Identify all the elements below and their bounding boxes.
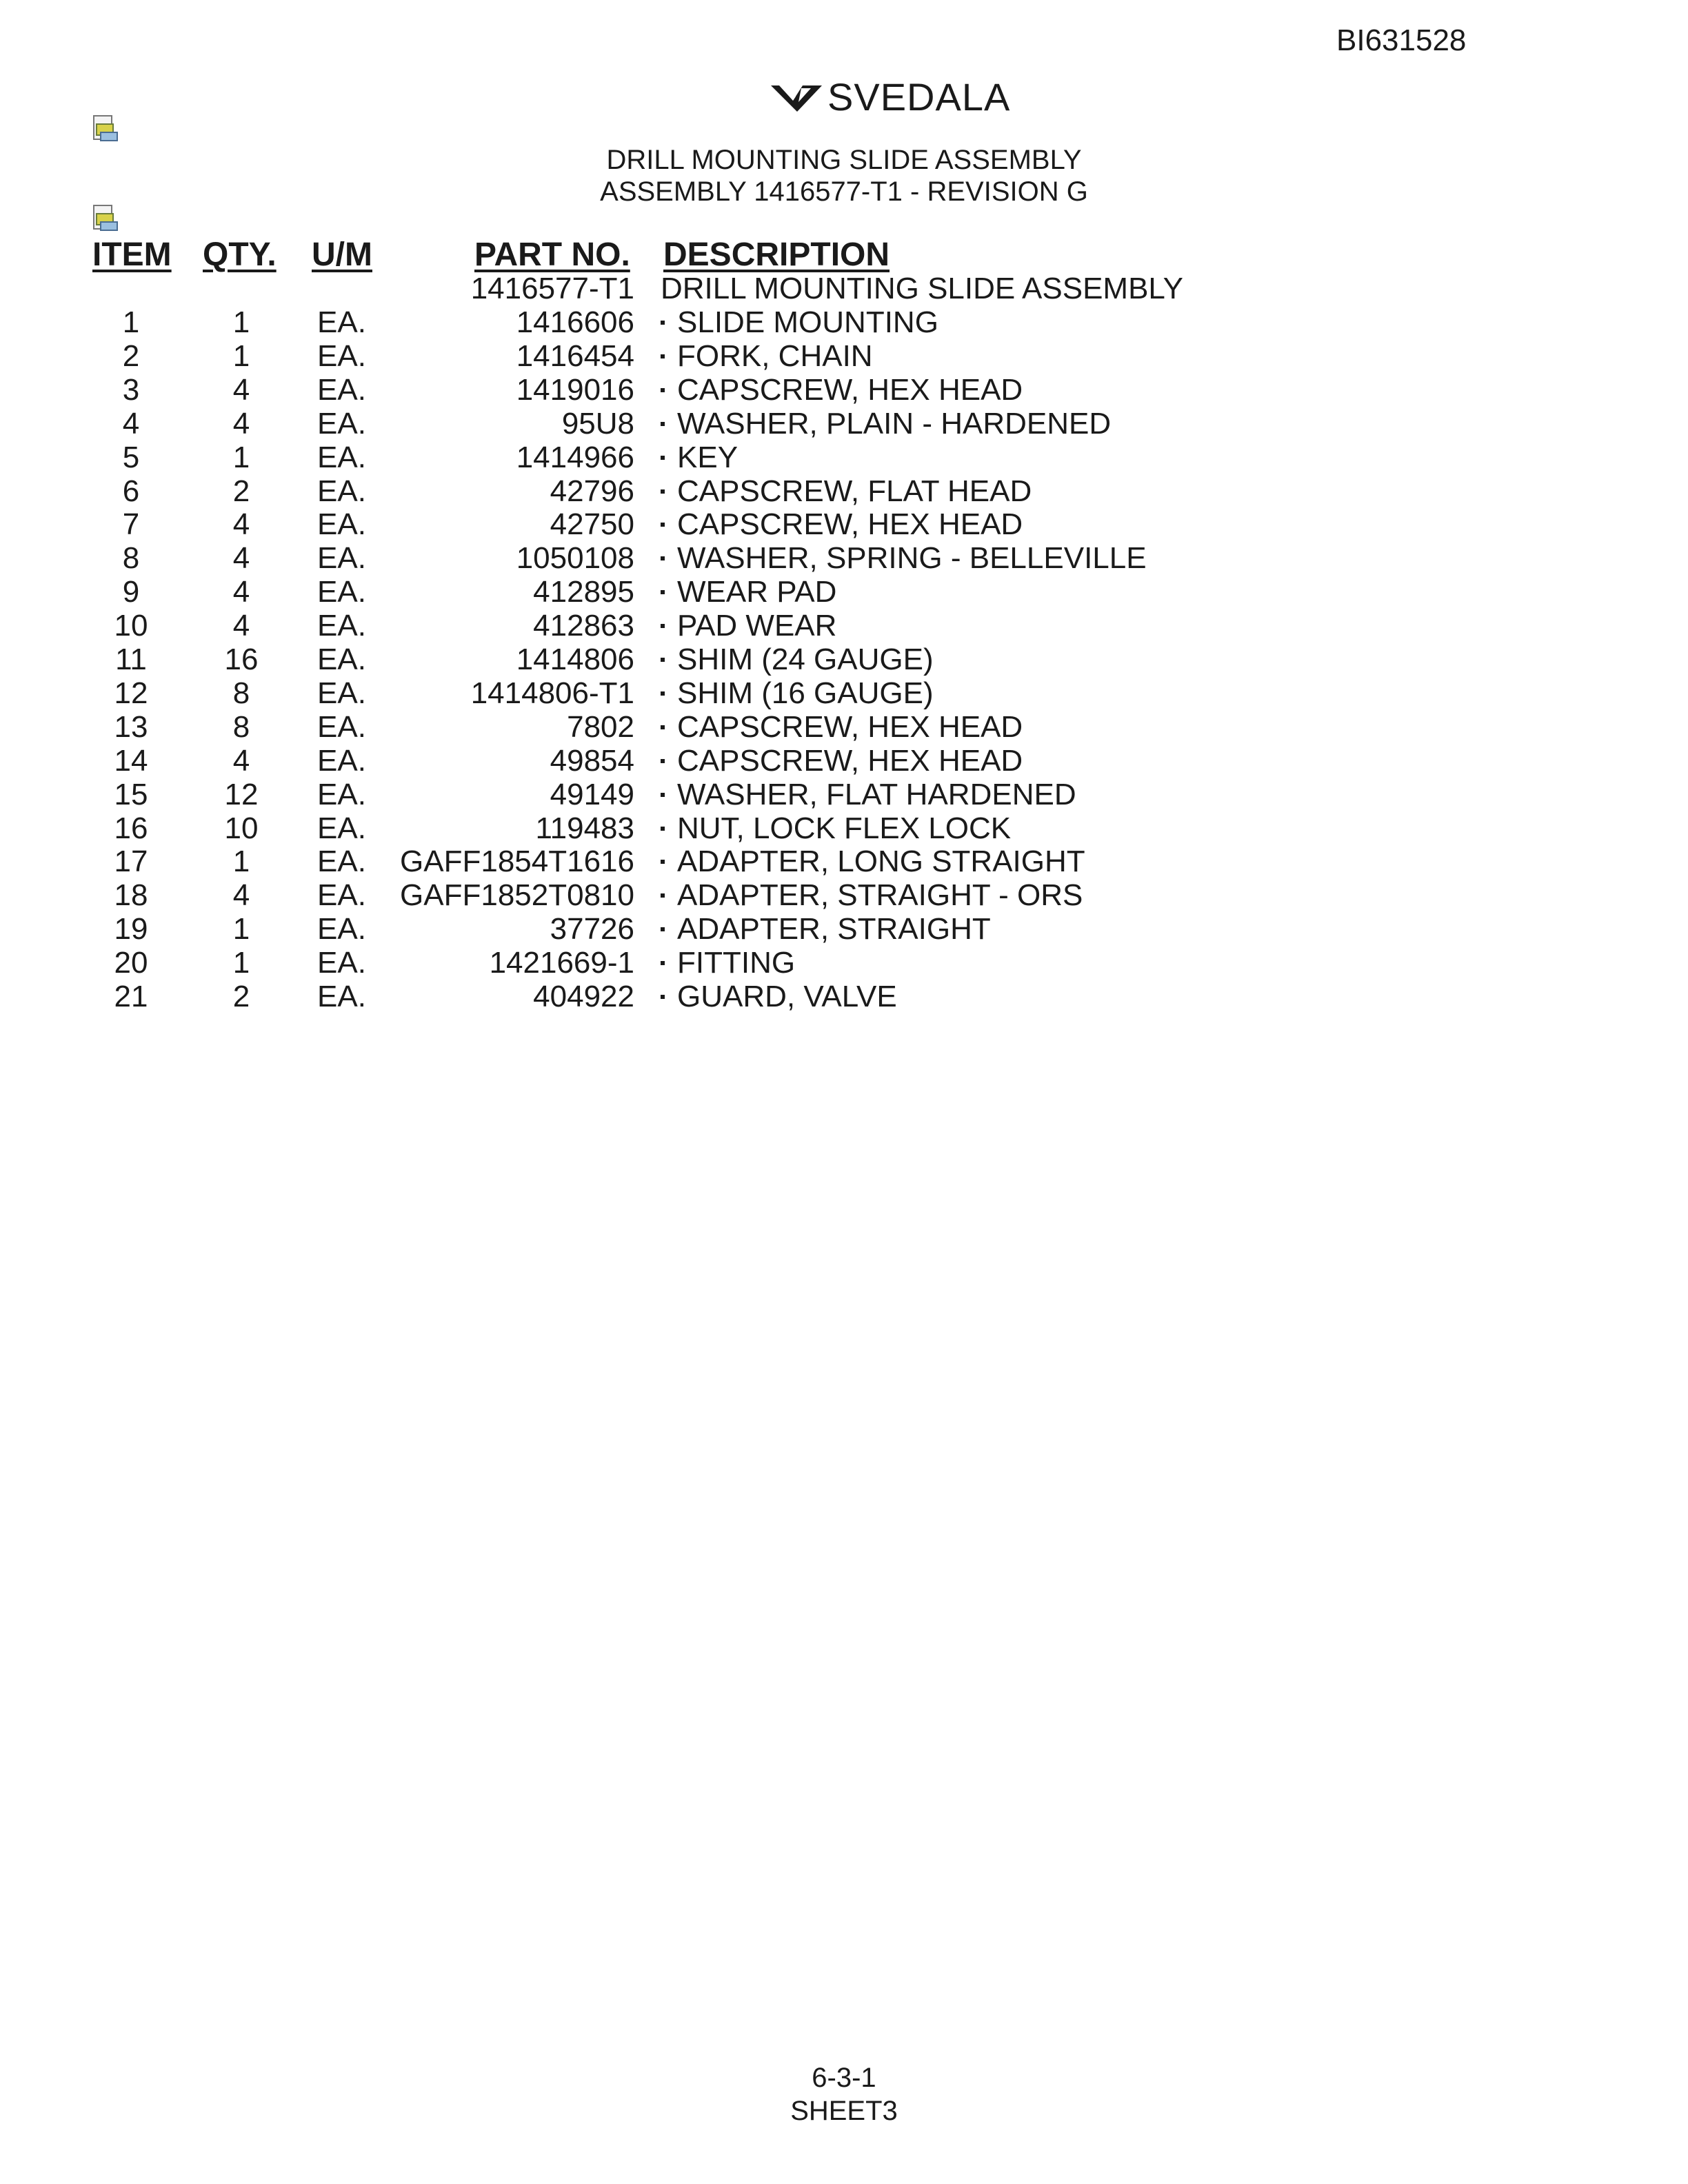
quantity: 4 <box>232 575 250 609</box>
bullet-icon <box>661 354 665 358</box>
item-number: 18 <box>114 878 148 912</box>
part-number: GAFF1854T1616 <box>400 845 634 878</box>
table-row <box>0 541 1688 575</box>
unit-of-measure: EA. <box>317 744 366 778</box>
unit-of-measure: EA. <box>317 575 366 609</box>
table-row <box>0 407 1688 441</box>
part-description: WEAR PAD <box>677 575 837 609</box>
svedala-logo <box>770 74 1010 119</box>
part-number: 37726 <box>550 912 634 946</box>
item-number: 5 <box>122 441 140 474</box>
bullet-icon <box>661 422 665 426</box>
part-number: 1416454 <box>516 339 634 373</box>
part-number: 1050108 <box>516 541 634 575</box>
table-row <box>0 507 1688 541</box>
unit-of-measure: EA. <box>317 946 366 980</box>
bullet-icon <box>661 759 665 763</box>
document-icon <box>91 114 119 145</box>
bullet-icon <box>661 456 665 460</box>
item-number: 17 <box>114 845 148 878</box>
part-number: 95U8 <box>561 407 634 441</box>
item-number: 6 <box>122 474 140 508</box>
part-description: GUARD, VALVE <box>677 980 897 1013</box>
part-number: 1414966 <box>516 441 634 474</box>
quantity: 1 <box>232 946 250 980</box>
item-number: 21 <box>114 980 148 1013</box>
table-row <box>0 575 1688 609</box>
header-um: U/M <box>312 236 372 273</box>
part-number: GAFF1852T0810 <box>400 878 634 912</box>
unit-of-measure: EA. <box>317 710 366 744</box>
quantity: 12 <box>224 778 259 811</box>
table-row <box>0 474 1688 508</box>
bullet-icon <box>661 658 665 662</box>
unit-of-measure: EA. <box>317 811 366 845</box>
bullet-icon <box>661 523 665 527</box>
part-number: 42750 <box>550 507 634 541</box>
part-number: 49854 <box>550 744 634 778</box>
quantity: 4 <box>232 407 250 441</box>
unit-of-measure: EA. <box>317 541 366 575</box>
quantity: 1 <box>232 441 250 474</box>
part-description: SHIM (24 GAUGE) <box>677 643 934 676</box>
bullet-icon <box>661 388 665 392</box>
part-description: CAPSCREW, HEX HEAD <box>677 373 1023 407</box>
item-number: 11 <box>115 643 147 676</box>
quantity: 2 <box>232 980 250 1013</box>
part-description: CAPSCREW, FLAT HEAD <box>677 474 1032 508</box>
assembly-part-no: 1416577-T1 <box>470 272 634 305</box>
unit-of-measure: EA. <box>317 305 366 339</box>
bullet-icon <box>661 927 665 931</box>
item-number: 8 <box>122 541 140 575</box>
unit-of-measure: EA. <box>317 778 366 811</box>
part-number: 7802 <box>567 710 634 744</box>
unit-of-measure: EA. <box>317 912 366 946</box>
part-description: CAPSCREW, HEX HEAD <box>677 744 1023 778</box>
part-description: WASHER, PLAIN - HARDENED <box>677 407 1112 441</box>
unit-of-measure: EA. <box>317 980 366 1013</box>
assembly-row <box>0 272 1688 305</box>
part-number: 1419016 <box>516 373 634 407</box>
bullet-icon <box>661 489 665 494</box>
quantity: 4 <box>232 878 250 912</box>
part-number: 1414806 <box>516 643 634 676</box>
quantity: 4 <box>232 541 250 575</box>
item-number: 3 <box>122 373 140 407</box>
unit-of-measure: EA. <box>317 845 366 878</box>
bullet-icon <box>661 860 665 864</box>
sheet-label: SHEET3 <box>790 2096 898 2126</box>
quantity: 1 <box>232 305 250 339</box>
table-row <box>0 305 1688 339</box>
bullet-icon <box>661 827 665 831</box>
table-row <box>0 778 1688 811</box>
part-description: CAPSCREW, HEX HEAD <box>677 507 1023 541</box>
table-row <box>0 643 1688 676</box>
unit-of-measure: EA. <box>317 407 366 441</box>
table-row <box>0 811 1688 845</box>
unit-of-measure: EA. <box>317 609 366 643</box>
item-number: 2 <box>122 339 140 373</box>
part-description: WASHER, FLAT HARDENED <box>677 778 1076 811</box>
quantity: 4 <box>232 609 250 643</box>
header-description: DESCRIPTION <box>663 236 890 273</box>
part-number: 1421669-1 <box>489 946 634 980</box>
part-description: SLIDE MOUNTING <box>677 305 938 339</box>
item-number: 14 <box>114 744 148 778</box>
table-row <box>0 946 1688 980</box>
unit-of-measure: EA. <box>317 441 366 474</box>
document-title: DRILL MOUNTING SLIDE ASSEMBLY <box>606 145 1082 175</box>
item-number: 13 <box>114 710 148 744</box>
part-description: FITTING <box>677 946 796 980</box>
quantity: 10 <box>224 811 259 845</box>
quantity: 4 <box>232 373 250 407</box>
part-number: 404922 <box>533 980 634 1013</box>
part-number: 412863 <box>533 609 634 643</box>
item-number: 15 <box>114 778 148 811</box>
table-row <box>0 710 1688 744</box>
table-row <box>0 609 1688 643</box>
quantity: 1 <box>232 845 250 878</box>
part-number: 42796 <box>550 474 634 508</box>
item-number: 20 <box>114 946 148 980</box>
part-number: 49149 <box>550 778 634 811</box>
unit-of-measure: EA. <box>317 373 366 407</box>
part-description: FORK, CHAIN <box>677 339 873 373</box>
item-number: 7 <box>122 507 140 541</box>
part-number: 119483 <box>535 811 634 845</box>
header-item: ITEM <box>92 236 172 273</box>
table-row <box>0 373 1688 407</box>
bullet-icon <box>661 321 665 325</box>
item-number: 12 <box>114 676 148 710</box>
part-description: PAD WEAR <box>677 609 837 643</box>
part-number: 412895 <box>533 575 634 609</box>
table-row <box>0 676 1688 710</box>
quantity: 16 <box>224 643 259 676</box>
header-part-no: PART NO. <box>474 236 630 273</box>
quantity: 8 <box>232 710 250 744</box>
table-row <box>0 744 1688 778</box>
quantity: 2 <box>232 474 250 508</box>
part-description: ADAPTER, LONG STRAIGHT <box>677 845 1085 878</box>
table-row <box>0 912 1688 946</box>
part-description: KEY <box>677 441 738 474</box>
bullet-icon <box>661 624 665 628</box>
table-row <box>0 441 1688 474</box>
part-number: 1416606 <box>516 305 634 339</box>
bullet-icon <box>661 691 665 696</box>
page-number: 6-3-1 <box>812 2063 876 2093</box>
table-row <box>0 878 1688 912</box>
document-id: BI631528 <box>1336 23 1467 57</box>
table-row <box>0 845 1688 878</box>
part-description: ADAPTER, STRAIGHT - ORS <box>677 878 1083 912</box>
unit-of-measure: EA. <box>317 339 366 373</box>
unit-of-measure: EA. <box>317 474 366 508</box>
bullet-icon <box>661 556 665 560</box>
item-number: 9 <box>122 575 140 609</box>
quantity: 1 <box>232 339 250 373</box>
unit-of-measure: EA. <box>317 676 366 710</box>
item-number: 4 <box>122 407 140 441</box>
bullet-icon <box>661 995 665 999</box>
item-number: 16 <box>114 811 148 845</box>
assembly-description: DRILL MOUNTING SLIDE ASSEMBLY <box>661 272 1183 305</box>
document-icon <box>91 204 119 234</box>
item-number: 19 <box>114 912 148 946</box>
table-row <box>0 980 1688 1013</box>
part-description: WASHER, SPRING - BELLEVILLE <box>677 541 1147 575</box>
unit-of-measure: EA. <box>317 878 366 912</box>
bullet-icon <box>661 893 665 898</box>
brand-name: SVEDALA <box>827 74 1011 119</box>
table-row <box>0 339 1688 373</box>
unit-of-measure: EA. <box>317 643 366 676</box>
header-qty: QTY. <box>203 236 277 273</box>
part-description: NUT, LOCK FLEX LOCK <box>677 811 1012 845</box>
unit-of-measure: EA. <box>317 507 366 541</box>
item-number: 1 <box>122 305 140 339</box>
quantity: 8 <box>232 676 250 710</box>
part-description: ADAPTER, STRAIGHT <box>677 912 991 946</box>
quantity: 4 <box>232 507 250 541</box>
bullet-icon <box>661 725 665 729</box>
quantity: 1 <box>232 912 250 946</box>
bullet-icon <box>661 793 665 797</box>
part-number: 1414806-T1 <box>470 676 634 710</box>
part-description: CAPSCREW, HEX HEAD <box>677 710 1023 744</box>
quantity: 4 <box>232 744 250 778</box>
bullet-icon <box>661 961 665 965</box>
bullet-icon <box>661 590 665 594</box>
svedala-logo-icon <box>770 80 823 113</box>
item-number: 10 <box>114 609 148 643</box>
part-description: SHIM (16 GAUGE) <box>677 676 934 710</box>
assembly-revision: ASSEMBLY 1416577-T1 - REVISION G <box>600 176 1088 207</box>
